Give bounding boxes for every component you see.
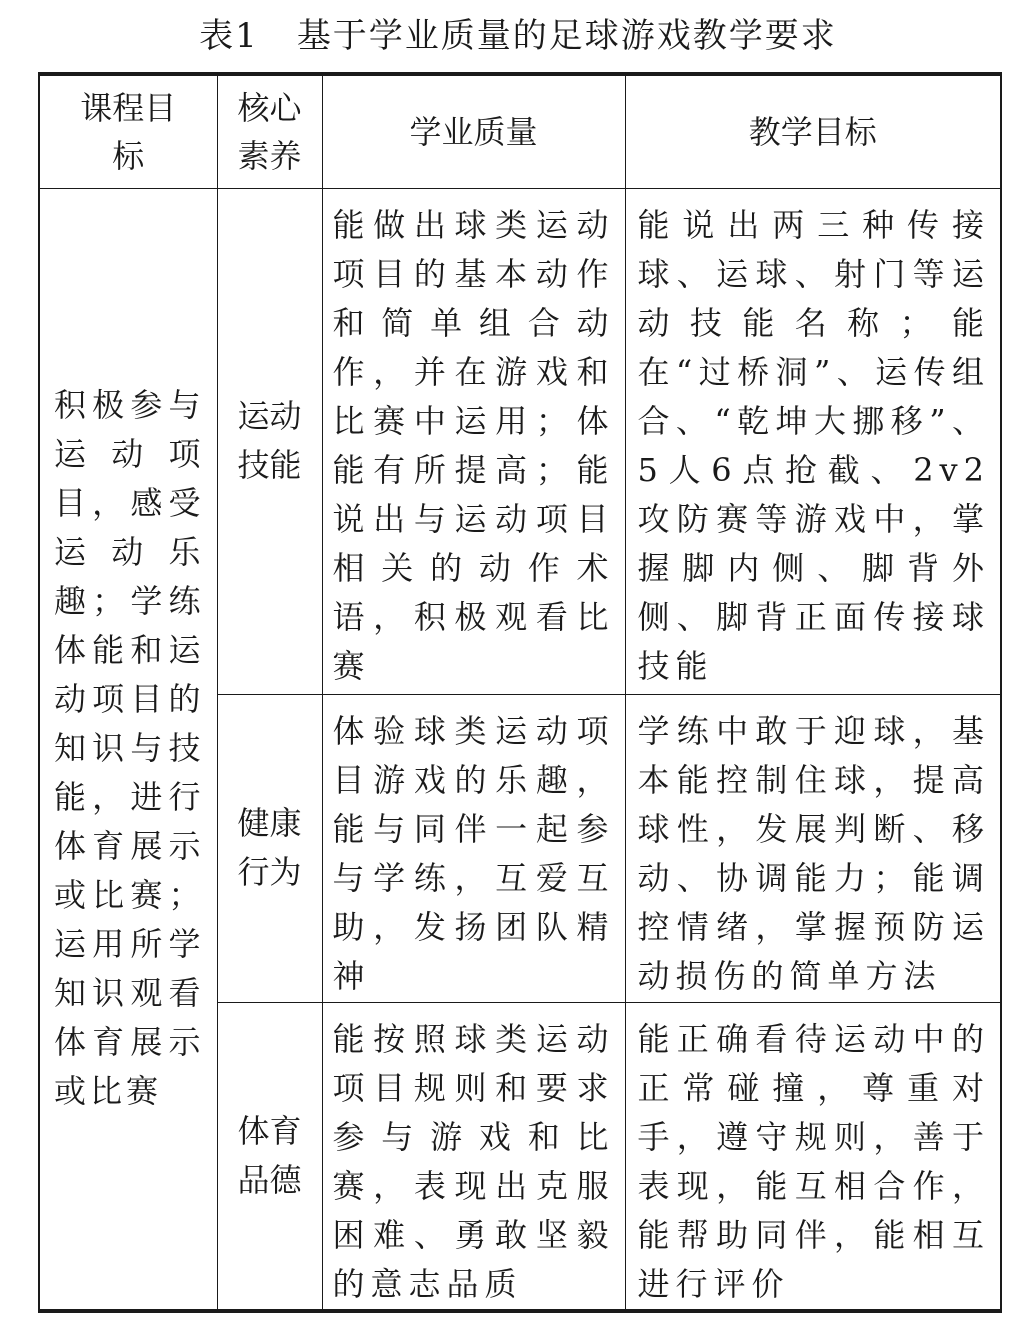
header-teaching-goal: 教学目标 bbox=[625, 74, 1001, 188]
table-caption bbox=[0, 14, 1036, 58]
header-core-literacy: 核心素养 bbox=[217, 74, 322, 188]
aim-cell-motor-skills: 能说出两三种传接球、运球、射门等运动技能名称；能在“过桥洞”、运传组合、“乾坤大挪移”、5人6点抢截、2v2攻防赛等游戏中，掌握脚内侧、脚背外侧、脚背正面传接球技能 bbox=[625, 188, 1001, 694]
quality-cell-sports-ethics: 能按照球类运动项目规则和要求参与游戏和比赛，表现出克服困难、勇敢坚毅的意志品质 bbox=[322, 1002, 625, 1311]
header-academic-quality: 学业质量 bbox=[322, 74, 625, 188]
football-teaching-requirements-table bbox=[38, 72, 1002, 1313]
header-course-goal: 课程目标 bbox=[39, 74, 217, 188]
literacy-cell-motor-skills: 运动技能 bbox=[217, 188, 322, 694]
aim-cell-health-behavior: 学练中敢于迎球，基本能控制住球，提高球性，发展判断、移动、协调能力；能调控情绪，掌握预防运动损伤的简单方法 bbox=[625, 694, 1001, 1002]
literacy-cell-health-behavior: 健康行为 bbox=[217, 694, 322, 1002]
course-goal-cell: 积极参与运动项目，感受运动乐趣；学练体能和运动项目的知识与技能，进行体育展示或比赛；运用所学知识观看体育展示或比赛 bbox=[39, 188, 217, 1311]
table-number: 表1 bbox=[199, 16, 259, 56]
literacy-cell-sports-ethics: 体育品德 bbox=[217, 1002, 322, 1311]
aim-cell-sports-ethics: 能正确看待运动中的正常碰撞，尊重对手，遵守规则，善于表现，能互相合作，能帮助同伴，能相互进行评价 bbox=[625, 1002, 1001, 1311]
table-title: 基于学业质量的足球游戏教学要求 bbox=[296, 16, 837, 56]
quality-cell-motor-skills: 能做出球类运动项目的基本动作和简单组合动作，并在游戏和比赛中运用；体能有所提高；能说出与运动项目相关的动作术语，积极观看比赛 bbox=[322, 188, 625, 694]
quality-cell-health-behavior: 体验球类运动项目游戏的乐趣，能与同伴一起参与学练，互爱互助，发扬团队精神 bbox=[322, 694, 625, 1002]
header-row bbox=[39, 74, 1001, 188]
table-row-motor-skills bbox=[39, 188, 1001, 694]
